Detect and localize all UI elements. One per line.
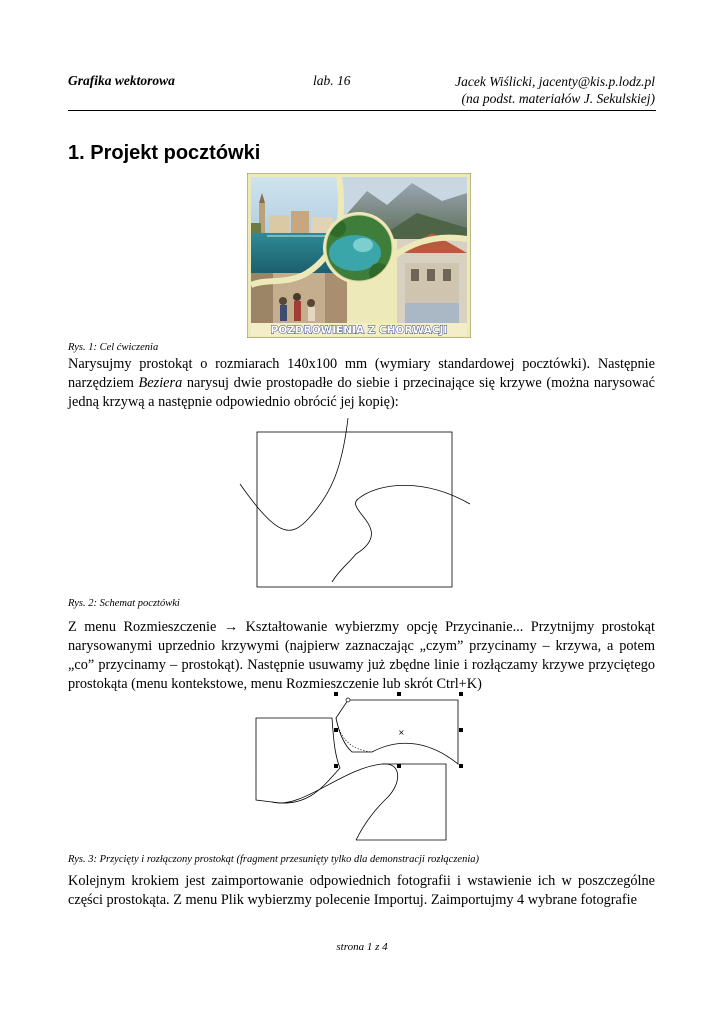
- paragraph-1-emphasis: Beziera: [138, 375, 183, 391]
- bezier-curve-2: [332, 485, 470, 582]
- postcard-banner: POZDROWIENIA Z CHORWACJI: [270, 324, 448, 337]
- page-number: strona 1 z 4: [336, 941, 388, 953]
- postcard-schema-figure: [236, 414, 476, 594]
- header-author: [455, 73, 655, 107]
- clipped-main-shape: [256, 718, 340, 803]
- postcard-image: [247, 173, 471, 338]
- figure2-caption: Rys. 2: Schemat pocztówki: [68, 598, 180, 609]
- paragraph-1-end: narysuj dwie prostopadłe do siebie i przecinające się krzywe (można narysować jedną krzywą a następnie odpowiednio obrócić jej kopię):: [68, 375, 656, 410]
- paragraph-1-start: Narysujmy prostokąt o rozmiarach 140x100 mm (wymiary standardowej pocztówki). Następnie narzędziem: [68, 356, 655, 391]
- header-course-title: Grafika wektorowa: [68, 73, 175, 88]
- header-rule: [68, 110, 656, 111]
- postcard-rectangle: [257, 432, 452, 587]
- bezier-curve-1: [240, 418, 348, 530]
- moved-fragment: [336, 700, 458, 764]
- figure1-caption: Rys. 1: Cel ćwiczenia: [68, 342, 159, 353]
- paragraph-3: Kolejnym krokiem jest zaimportowanie odpowiednich fotografii i wstawienie ich w poszczególne części prostokąta. Z menu Plik wybierzmy polecenie Importuj. Zaimportujmy 4 wybrane fotografie: [68, 873, 655, 908]
- clipped-rectangle-figure: [252, 688, 472, 848]
- header-author-line2: (na podst. materiałów J. Sekulskiej): [461, 91, 655, 106]
- header-author-line1: Jacek Wiślicki, jacenty@kis.p.lodz.pl: [455, 74, 655, 89]
- section-title: 1. Projekt pocztówki: [68, 142, 261, 164]
- paragraph-1: [68, 355, 655, 412]
- figure3-caption: Rys. 3: Przycięty i rozłączony prostokąt (fragment przesunięty tylko dla demonstracji rozłączenia): [68, 854, 479, 865]
- anchor-node: [346, 698, 350, 702]
- center-marker: ×: [398, 728, 405, 737]
- paragraph-2: Z menu Rozmieszczenie → Kształtowanie wybierzmy opcję Przycinanie... Przytnijmy prostokąt narysowanymi uprzednio krzywymi (najpierw zaznaczając „czym” przycinamy – krzywa, a potem „co” przycinamy – prostokąt). Następnie usuwamy już zbędne linie i rozłączamy krzywe przyciętego prostokąta (menu kontekstowe, menu Rozmieszczenie lub skrót Ctrl+K): [68, 619, 655, 692]
- header-lab-number: lab. 16: [313, 73, 351, 88]
